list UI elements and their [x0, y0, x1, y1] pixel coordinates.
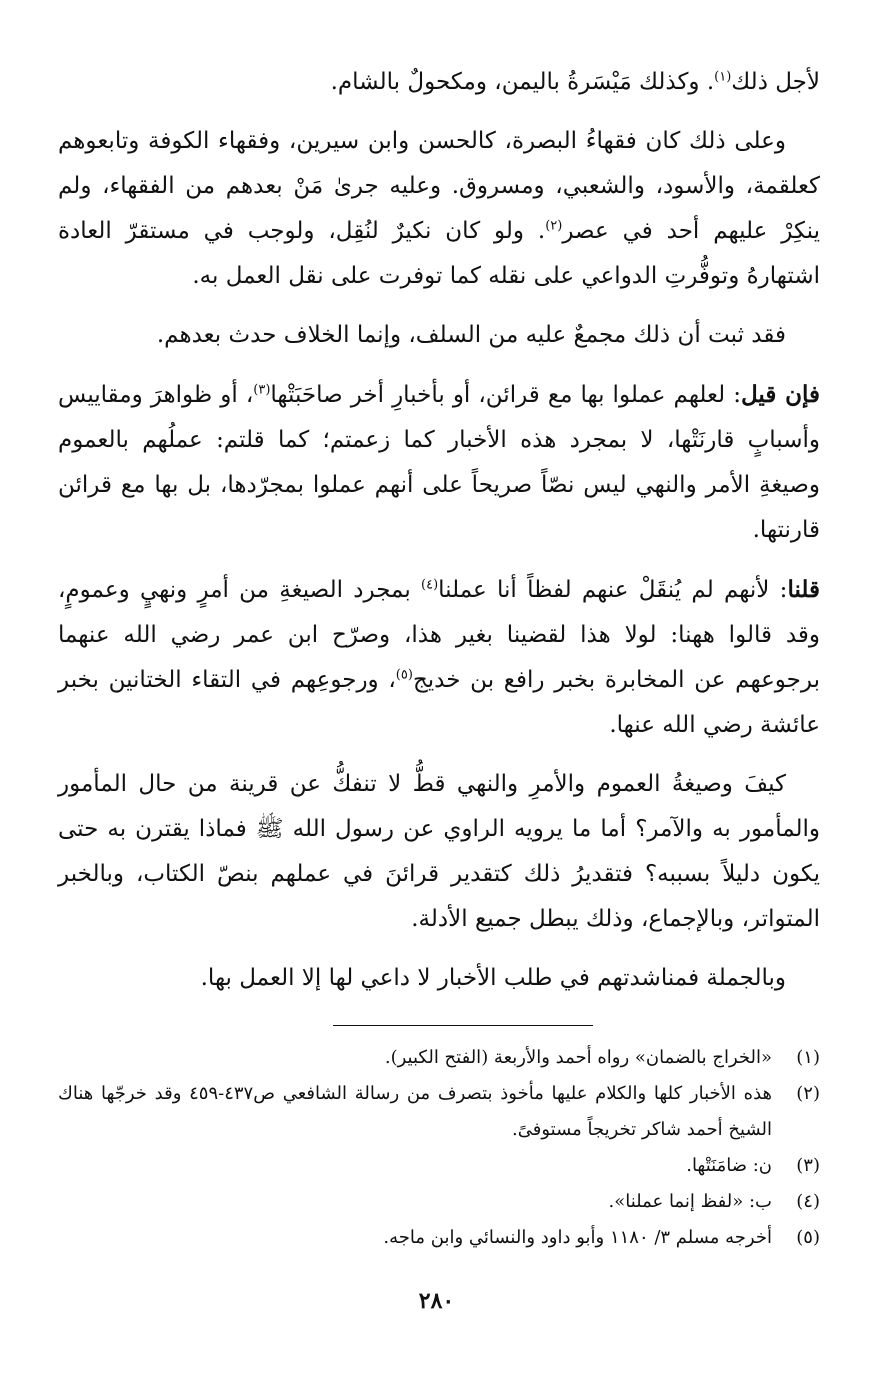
paragraph-text: وبالجملة فمناشدتهم في طلب الأخبار لا داعي لها إلا العمل بها. — [200, 965, 786, 991]
paragraph-text: . ولو كان نكيرٌ لنُقِل، ولوجب في مستقرّ العادة اشتهارهُ وتوفُّرتِ الدواعي على نقله كما توفرت على نقل العمل به. — [58, 218, 820, 289]
paragraph-lead: فإن قيل — [740, 381, 820, 408]
footnote-item — [58, 1040, 820, 1076]
footnote-number: (٥) — [796, 1227, 820, 1248]
footnote-separator — [333, 1025, 593, 1026]
footnote-ref: (١) — [714, 69, 732, 85]
paragraph-text: ، ورجوعِهم في التقاء الختانين بخبر عائشة رضي الله عنها. — [58, 667, 820, 738]
page-number: ٢٨٠ — [418, 1288, 455, 1314]
paragraph-7 — [58, 956, 820, 1001]
footnote-number: (٣) — [796, 1155, 820, 1176]
paragraph-text: بمجرد الصيغةِ من أمرٍ ونهيٍ وعمومٍ، وقد قالوا ههنا: لولا هذا لقضينا بغير هذا، وصرّح ابن عمر رضي الله عنهما برجوعهم عن المخابرة بخبر رافع بن خديج — [58, 577, 820, 693]
paragraph-text: : لعلهم عملوا بها مع قرائن، أو بأخبارِ أخر صاحَبَتْها — [270, 382, 741, 408]
footnote-text: ب: «لفظ إنما عملنا». — [608, 1191, 772, 1212]
footnote-ref: (٢) — [545, 218, 563, 234]
footnote-number: (٤) — [796, 1191, 820, 1212]
page-body — [58, 60, 820, 1015]
footnote-ref: (٣) — [253, 382, 271, 398]
paragraph-6 — [58, 762, 820, 942]
footnote-number: (١) — [796, 1047, 820, 1068]
paragraph-text: وعلى ذلك كان فقهاءُ البصرة، كالحسن وابن سيرين، وفقهاء الكوفة وتابعوهم كعلقمة، والأسود، والشعبي، ومسروق. وعليه جرىٰ مَنْ بعدهم من الفقهاء، ولم ينكِرْ عليهم أحد في عصر — [58, 128, 821, 244]
footnote-number: (٢) — [796, 1083, 820, 1104]
paragraph-text: ، أو ظواهرَ ومقاييس وأسبابٍ قارنَتْها، لا بمجرد هذه الأخبار كما زعمتم؛ كما قلتم: عملُهم بالعموم وصيغةِ الأمر والنهي ليس نصّاً صريحاً على أنهم عملوا بمجرّدها، بل بها مع قرائن قارنتها. — [58, 382, 820, 543]
paragraph-5 — [58, 567, 820, 748]
footnote-text: «الخراج بالضمان» رواه أحمد والأربعة (الفتح الكبير). — [384, 1047, 772, 1068]
paragraph-2 — [58, 119, 820, 299]
footnote-ref: (٤) — [421, 577, 439, 593]
footnote-item — [58, 1220, 820, 1256]
paragraph-text: فقد ثبت أن ذلك مجمعٌ عليه من السلف، وإنما الخلاف حدث بعدهم. — [156, 322, 786, 348]
footnote-item — [58, 1184, 820, 1220]
paragraph-1 — [58, 60, 820, 105]
footnote-text: ن: ضامَنَتْها. — [686, 1155, 772, 1176]
footnote-ref: (٥) — [395, 667, 413, 683]
paragraph-text: . وكذلك مَيْسَرةُ باليمن، ومكحولٌ بالشام. — [330, 69, 715, 95]
paragraph-text: كيفَ وصيغةُ العموم والأمرِ والنهي قطُّ لا تنفكُّ عن قرينة من حال المأمور والمأمور به والآمر؟ أما ما يرويه الراوي عن رسول الله ﷺ فماذا يقترن به حتى يكون دليلاً بسببه؟ فتقديرُ ذلك كتقدير قرائنَ في عملهم بنصّ الكتاب، وبالخبر المتواتر، وبالإجماع، وذلك يبطل جميع الأدلة. — [58, 771, 820, 932]
footnotes — [58, 1040, 820, 1256]
paragraph-text: : لأنهم لم يُنقَلْ عنهم لفظاً أنا عملنا — [438, 577, 788, 603]
main-text — [58, 60, 820, 1001]
paragraph-4 — [58, 372, 820, 553]
footnote-text: هذه الأخبار كلها والكلام عليها مأخوذ بتصرف من رسالة الشافعي ص٤٣٧-٤٥٩ وقد خرجّها هناك الشيخ أحمد شاكر تخريجاً مستوفىً. — [58, 1083, 773, 1140]
footnote-item — [58, 1076, 820, 1148]
footnote-item — [58, 1148, 820, 1184]
footnote-text: أخرجه مسلم ٣/ ١١٨٠ وأبو داود والنسائي وابن ماجه. — [383, 1227, 772, 1248]
paragraph-text: لأجل ذلك — [731, 69, 820, 95]
paragraph-lead: قلنا — [787, 576, 820, 603]
paragraph-3 — [58, 313, 820, 358]
